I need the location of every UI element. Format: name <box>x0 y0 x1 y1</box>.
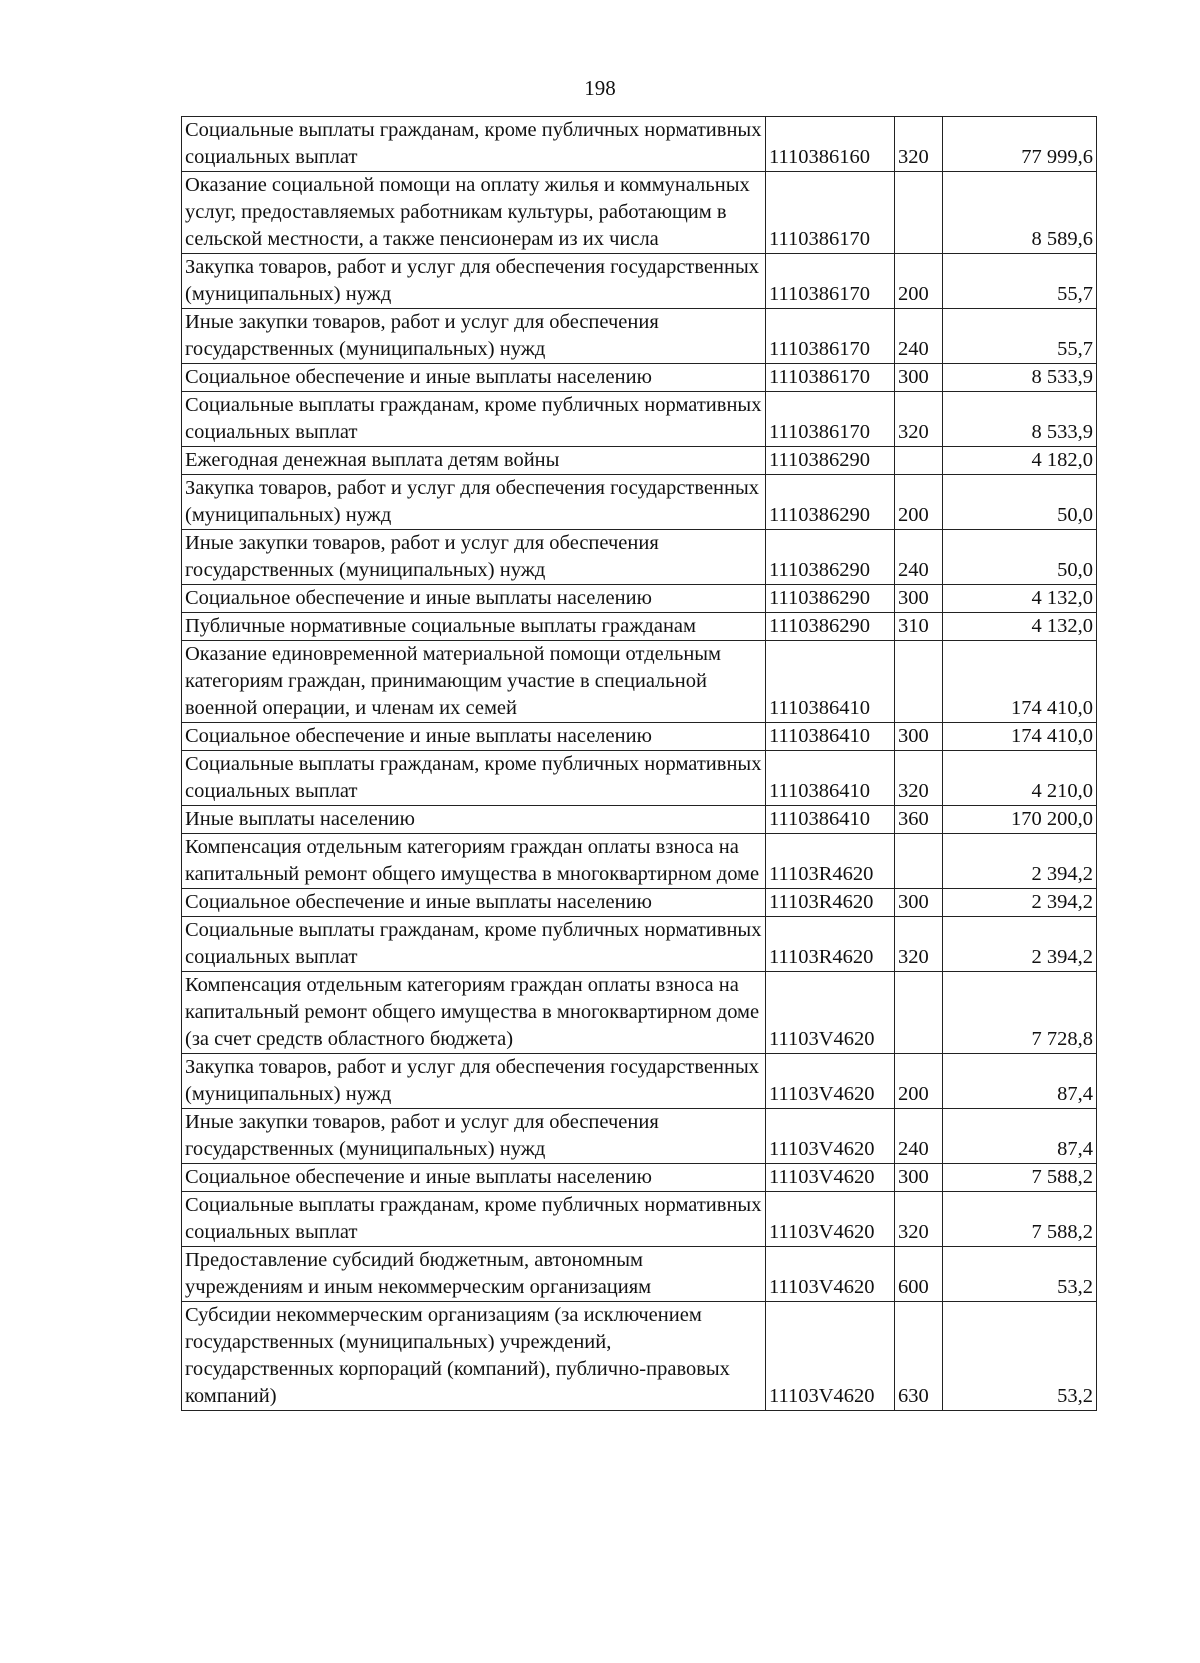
row-amount-cell: 53,2 <box>943 1302 1097 1411</box>
table-row <box>182 585 1097 613</box>
row-code-cell: 1110386170 <box>766 254 895 309</box>
row-amount-cell: 77 999,6 <box>943 117 1097 172</box>
row-name-cell: Компенсация отдельным категориям граждан оплаты взноса на капитальный ремонт общего имущества в многоквартирном доме (за счет средств областного бюджета) <box>182 972 766 1054</box>
row-type-cell: 320 <box>895 392 943 447</box>
row-amount-cell: 170 200,0 <box>943 806 1097 834</box>
row-amount-cell: 2 394,2 <box>943 917 1097 972</box>
row-name-cell: Социальные выплаты гражданам, кроме публичных нормативных социальных выплат <box>182 1192 766 1247</box>
row-code-cell: 1110386410 <box>766 641 895 723</box>
row-amount-cell: 174 410,0 <box>943 723 1097 751</box>
table-row <box>182 254 1097 309</box>
row-name-cell: Публичные нормативные социальные выплаты гражданам <box>182 613 766 641</box>
row-code-cell: 11103V4620 <box>766 1302 895 1411</box>
row-name-cell: Закупка товаров, работ и услуг для обеспечения государственных (муниципальных) нужд <box>182 1054 766 1109</box>
row-name-cell: Социальные выплаты гражданам, кроме публичных нормативных социальных выплат <box>182 117 766 172</box>
row-type-cell: 600 <box>895 1247 943 1302</box>
row-type-cell: 300 <box>895 723 943 751</box>
row-name-cell: Иные закупки товаров, работ и услуг для обеспечения государственных (муниципальных) нужд <box>182 309 766 364</box>
row-amount-cell: 55,7 <box>943 309 1097 364</box>
row-name-cell: Социальное обеспечение и иные выплаты населению <box>182 364 766 392</box>
row-code-cell: 11103R4620 <box>766 889 895 917</box>
row-name-cell: Предоставление субсидий бюджетным, автономным учреждениям и иным некоммерческим организациям <box>182 1247 766 1302</box>
table-row <box>182 1054 1097 1109</box>
row-name-cell: Социальные выплаты гражданам, кроме публичных нормативных социальных выплат <box>182 392 766 447</box>
row-code-cell: 11103V4620 <box>766 1109 895 1164</box>
table-row <box>182 117 1097 172</box>
row-type-cell <box>895 172 943 254</box>
row-type-cell: 300 <box>895 585 943 613</box>
row-type-cell: 200 <box>895 475 943 530</box>
table-row <box>182 972 1097 1054</box>
row-code-cell: 1110386170 <box>766 364 895 392</box>
row-name-cell: Субсидии некоммерческим организациям (за исключением государственных (муниципальных) учреждений, государственных корпораций (компаний), публично-правовых компаний) <box>182 1302 766 1411</box>
row-type-cell: 300 <box>895 889 943 917</box>
row-amount-cell: 7 588,2 <box>943 1192 1097 1247</box>
row-code-cell: 11103V4620 <box>766 1164 895 1192</box>
row-code-cell: 11103R4620 <box>766 917 895 972</box>
row-type-cell: 320 <box>895 1192 943 1247</box>
row-amount-cell: 53,2 <box>943 1247 1097 1302</box>
row-code-cell: 1110386170 <box>766 172 895 254</box>
row-type-cell: 240 <box>895 1109 943 1164</box>
row-type-cell: 360 <box>895 806 943 834</box>
row-type-cell: 240 <box>895 530 943 585</box>
row-amount-cell: 2 394,2 <box>943 834 1097 889</box>
table-row <box>182 806 1097 834</box>
row-amount-cell: 4 132,0 <box>943 585 1097 613</box>
row-name-cell: Иные выплаты населению <box>182 806 766 834</box>
row-amount-cell: 8 533,9 <box>943 364 1097 392</box>
row-amount-cell: 50,0 <box>943 530 1097 585</box>
budget-table <box>181 116 1097 1411</box>
row-code-cell: 1110386170 <box>766 392 895 447</box>
row-amount-cell: 4 182,0 <box>943 447 1097 475</box>
row-amount-cell: 4 132,0 <box>943 613 1097 641</box>
table-row <box>182 641 1097 723</box>
table-row <box>182 1302 1097 1411</box>
row-type-cell <box>895 972 943 1054</box>
row-type-cell: 630 <box>895 1302 943 1411</box>
row-name-cell: Закупка товаров, работ и услуг для обеспечения государственных (муниципальных) нужд <box>182 254 766 309</box>
row-amount-cell: 174 410,0 <box>943 641 1097 723</box>
table-row <box>182 1192 1097 1247</box>
row-name-cell: Ежегодная денежная выплата детям войны <box>182 447 766 475</box>
row-amount-cell: 50,0 <box>943 475 1097 530</box>
table-row <box>182 1164 1097 1192</box>
row-code-cell: 1110386160 <box>766 117 895 172</box>
row-code-cell: 1110386410 <box>766 751 895 806</box>
row-code-cell: 11103R4620 <box>766 834 895 889</box>
table-row <box>182 309 1097 364</box>
row-amount-cell: 55,7 <box>943 254 1097 309</box>
row-code-cell: 11103V4620 <box>766 972 895 1054</box>
row-name-cell: Социальные выплаты гражданам, кроме публичных нормативных социальных выплат <box>182 751 766 806</box>
table-row <box>182 889 1097 917</box>
row-type-cell: 320 <box>895 917 943 972</box>
row-type-cell: 320 <box>895 117 943 172</box>
row-code-cell: 11103V4620 <box>766 1054 895 1109</box>
table-row <box>182 723 1097 751</box>
row-code-cell: 1110386290 <box>766 530 895 585</box>
row-name-cell: Оказание социальной помощи на оплату жилья и коммунальных услуг, предоставляемых работникам культуры, работающим в сельской местности, а также пенсионерам из их числа <box>182 172 766 254</box>
row-code-cell: 1110386410 <box>766 806 895 834</box>
row-amount-cell: 8 589,6 <box>943 172 1097 254</box>
row-name-cell: Компенсация отдельным категориям граждан оплаты взноса на капитальный ремонт общего имущества в многоквартирном доме <box>182 834 766 889</box>
table-row <box>182 1109 1097 1164</box>
row-amount-cell: 87,4 <box>943 1109 1097 1164</box>
row-type-cell: 240 <box>895 309 943 364</box>
row-type-cell: 320 <box>895 751 943 806</box>
row-name-cell: Оказание единовременной материальной помощи отдельным категориям граждан, принимающим участие в специальной военной операции, и членам их семей <box>182 641 766 723</box>
budget-table-body <box>182 117 1097 1411</box>
table-row <box>182 475 1097 530</box>
row-name-cell: Социальные выплаты гражданам, кроме публичных нормативных социальных выплат <box>182 917 766 972</box>
row-type-cell <box>895 641 943 723</box>
row-code-cell: 1110386410 <box>766 723 895 751</box>
row-amount-cell: 87,4 <box>943 1054 1097 1109</box>
row-name-cell: Социальное обеспечение и иные выплаты населению <box>182 889 766 917</box>
row-code-cell: 1110386170 <box>766 309 895 364</box>
row-code-cell: 1110386290 <box>766 585 895 613</box>
table-row <box>182 1247 1097 1302</box>
row-name-cell: Социальное обеспечение и иные выплаты населению <box>182 585 766 613</box>
row-amount-cell: 4 210,0 <box>943 751 1097 806</box>
row-name-cell: Иные закупки товаров, работ и услуг для обеспечения государственных (муниципальных) нужд <box>182 530 766 585</box>
row-code-cell: 11103V4620 <box>766 1247 895 1302</box>
row-type-cell: 200 <box>895 1054 943 1109</box>
row-name-cell: Социальное обеспечение и иные выплаты населению <box>182 723 766 751</box>
row-code-cell: 11103V4620 <box>766 1192 895 1247</box>
page-number: 198 <box>584 76 616 100</box>
row-amount-cell: 7 728,8 <box>943 972 1097 1054</box>
row-type-cell: 200 <box>895 254 943 309</box>
row-amount-cell: 2 394,2 <box>943 889 1097 917</box>
table-row <box>182 751 1097 806</box>
row-amount-cell: 8 533,9 <box>943 392 1097 447</box>
table-row <box>182 917 1097 972</box>
table-row <box>182 364 1097 392</box>
row-type-cell: 300 <box>895 1164 943 1192</box>
table-row <box>182 392 1097 447</box>
row-type-cell <box>895 447 943 475</box>
row-code-cell: 1110386290 <box>766 475 895 530</box>
row-amount-cell: 7 588,2 <box>943 1164 1097 1192</box>
table-row <box>182 834 1097 889</box>
row-type-cell: 310 <box>895 613 943 641</box>
row-type-cell: 300 <box>895 364 943 392</box>
row-code-cell: 1110386290 <box>766 447 895 475</box>
table-row <box>182 447 1097 475</box>
row-code-cell: 1110386290 <box>766 613 895 641</box>
row-name-cell: Социальное обеспечение и иные выплаты населению <box>182 1164 766 1192</box>
row-name-cell: Иные закупки товаров, работ и услуг для обеспечения государственных (муниципальных) нужд <box>182 1109 766 1164</box>
row-type-cell <box>895 834 943 889</box>
table-row <box>182 172 1097 254</box>
table-row <box>182 530 1097 585</box>
row-name-cell: Закупка товаров, работ и услуг для обеспечения государственных (муниципальных) нужд <box>182 475 766 530</box>
table-row <box>182 613 1097 641</box>
